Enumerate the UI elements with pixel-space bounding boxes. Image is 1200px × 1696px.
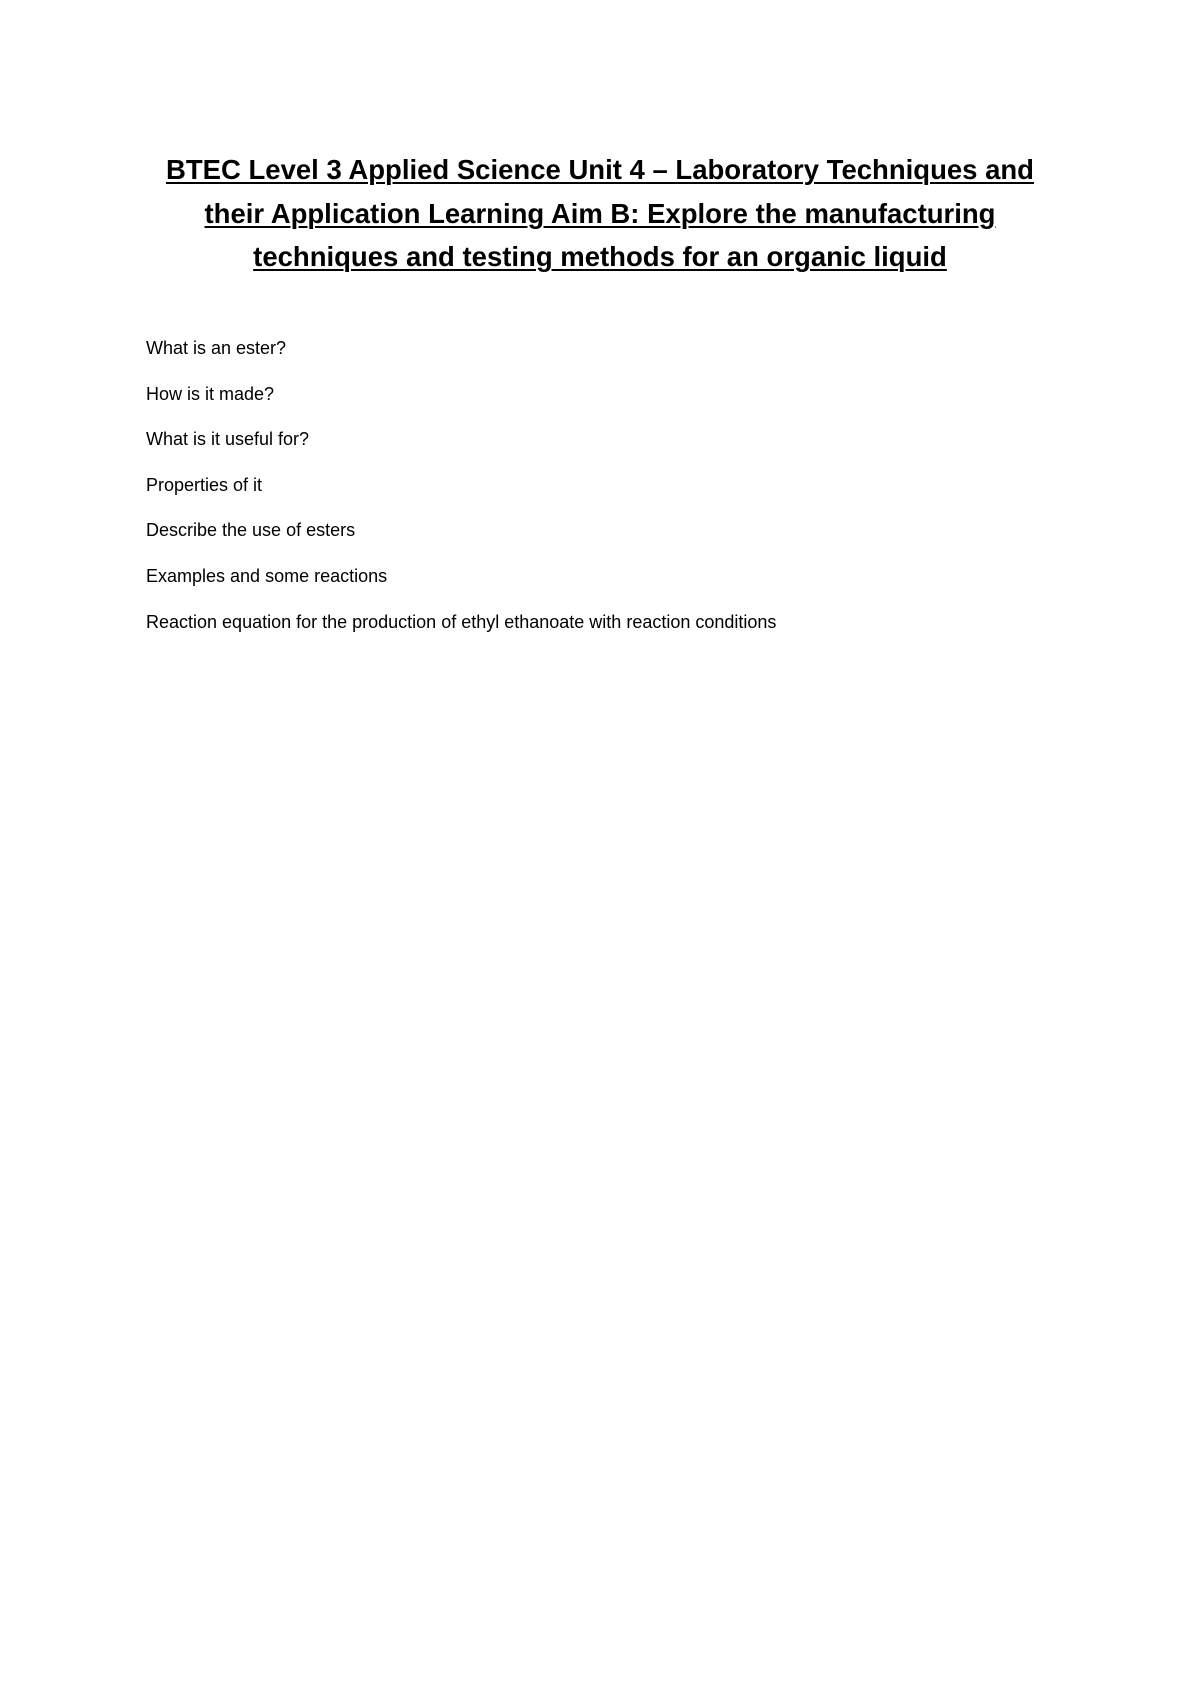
list-item: Reaction equation for the production of ethyl ethanoate with reaction conditions [146,611,777,632]
list-item: Examples and some reactions [146,565,388,586]
list-item: What is an ester? [146,338,287,358]
document-title: BTEC Level 3 Applied Science Unit 4 – Laboratory Techniques and their Application Learning Aim B: Explore the manufacturing techniques and testing methods for an organic liquid [166,154,1034,272]
list-item: Describe the use of esters [146,520,356,541]
question-list [146,337,1146,656]
list-item: What is it useful for? [146,429,310,450]
list-item: Properties of it [146,474,263,495]
list-item: How is it made? [146,383,275,404]
